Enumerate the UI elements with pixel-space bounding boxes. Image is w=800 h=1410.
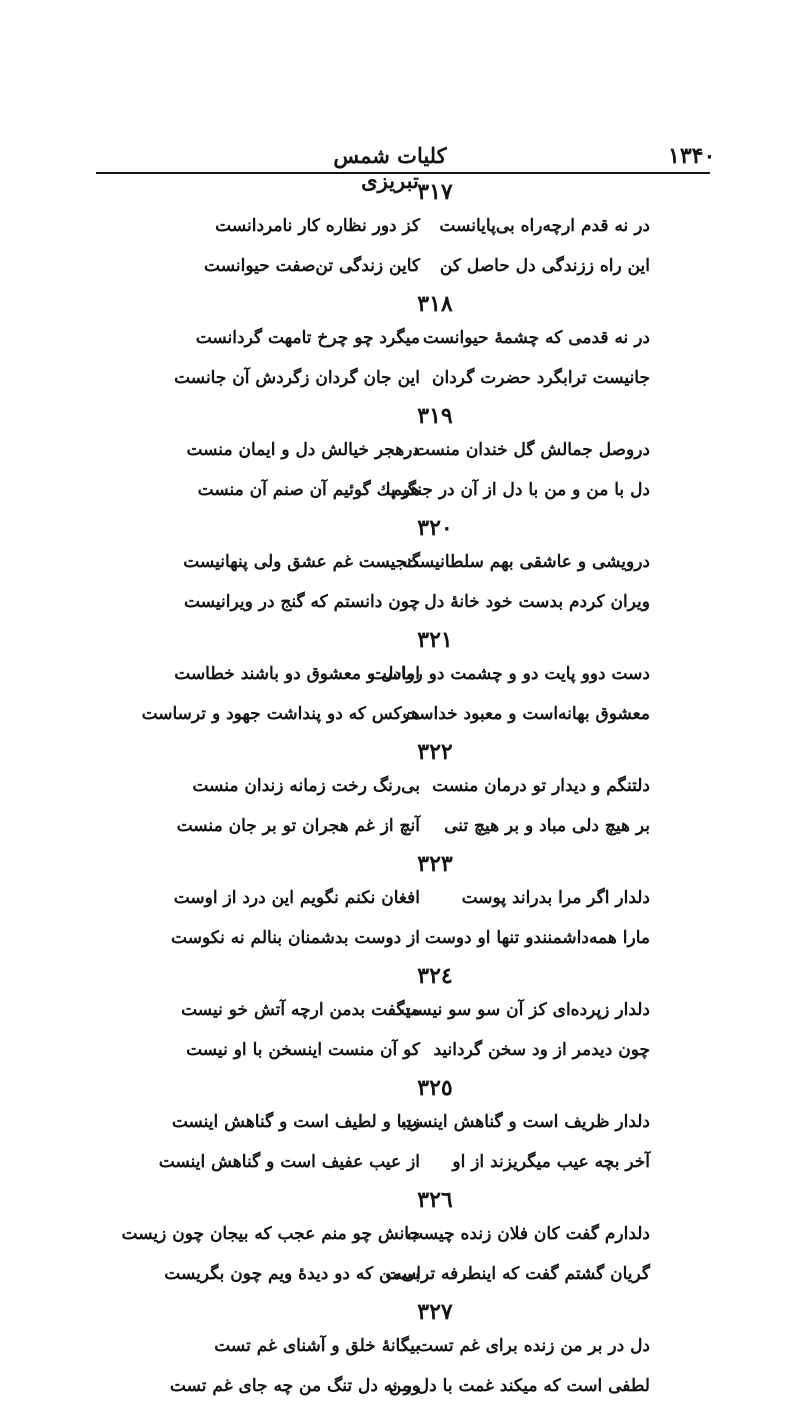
poem-number: ۳۲٦ (417, 1187, 453, 1213)
hemistich-second: جانش چو منم عجب که بیجان چون زیست (121, 1224, 420, 1244)
verse-line (170, 1366, 650, 1406)
hemistich-first: دلدار زپرده‌ای کز آن سو سو نیست (400, 1000, 650, 1020)
hemistich-first: دلدار اگر مرا بدراند پوست (461, 888, 650, 908)
verse-line (170, 766, 650, 806)
hemistich-second: کو آن منست اینسخن با او نیست (186, 1040, 420, 1060)
hemistich-first: مارا همه‌داشمنندو تنها او دوست (424, 928, 650, 948)
verse-line (170, 470, 650, 510)
poem-number: ۳۲۲ (417, 739, 453, 765)
hemistich-first: دلدار ظریف است و گناهش اینست (401, 1112, 650, 1132)
hemistich-first: گریان گشتم گفت که اینطرفه تراست (385, 1264, 650, 1284)
hemistich-second: کز دور نظاره کار نامردانست (215, 216, 420, 236)
hemistich-second: از دوست بدشمنان بنالم نه نکوست (171, 928, 420, 948)
poem-number: ۳۲٥ (417, 1075, 453, 1101)
poem-block (121, 1186, 650, 1298)
hemistich-second: امادل و معشوق دو باشند خطاست (174, 664, 420, 684)
verse-line (170, 1326, 650, 1366)
hemistich-first: این راه ززندگی دل حاصل کن (439, 256, 650, 276)
hemistich-second: این جان گردان زگردش آن جانست (174, 368, 420, 388)
verse-line (170, 318, 650, 358)
verse-line (170, 1102, 650, 1142)
hemistich-second: بی‌من که دو دیده‌ٔ ویم چون بگریست (164, 1264, 420, 1284)
poem-block (170, 402, 650, 514)
verse-line (170, 878, 650, 918)
verse-line (170, 654, 650, 694)
page-number: ۱۳۴۰ (668, 143, 716, 169)
running-title: کلیات شمس تبریزی (333, 143, 447, 193)
verse-line (170, 542, 650, 582)
hemistich-first: دل در بر من زنده برای غم تست (417, 1336, 650, 1356)
poem-number: ۳۱۹ (417, 403, 453, 429)
hemistich-first: درویشی و عاشقی بهم سلطانیست (403, 552, 650, 572)
verse-line (170, 358, 650, 398)
hemistich-second: افغان نکنم نگویم این درد از اوست (173, 888, 420, 908)
poem-number: ۳۱۸ (417, 291, 453, 317)
hemistich-second: میگرد چو چرخ تامهت گردانست (195, 328, 420, 348)
poem-block (170, 738, 650, 850)
hemistich-second: هر یك گوئیم آن صنم آن منست (197, 480, 420, 500)
hemistich-second: هرکس که دو پنداشت جهود و ترساست (141, 704, 420, 724)
poem-number: ۳۲۷ (417, 1299, 453, 1325)
hemistich-second: آنچ از غم هجران تو بر جان منست (176, 816, 420, 836)
hemistich-second: درهجر خیالش دل و ایمان منست (186, 440, 420, 460)
verse-line (141, 694, 650, 734)
verse-line (170, 1030, 650, 1070)
hemistich-second: کاین زندگی تن‌صفت حیوانست (204, 256, 420, 276)
hemistich-first: چون دیدمر از ود سخن گردانید (433, 1040, 650, 1060)
hemistich-first: دلدارم گفت کان فلان زنده چیست (407, 1224, 650, 1244)
hemistich-first: دلتنگم و دیدار تو درمان منست (432, 776, 650, 796)
hemistich-second: ور نه دل تنگ من چه جای غم تست (169, 1376, 420, 1396)
hemistich-first: جانیست ترابگرد حضرت گردان (432, 368, 650, 388)
poem-block (170, 1298, 650, 1410)
poem-number: ۳۲٤ (417, 963, 453, 989)
poem-block (141, 626, 650, 738)
poem-block (170, 290, 650, 402)
hemistich-second: گنجیست غم عشق ولی پنهانیست (183, 552, 420, 572)
hemistich-first: آخر بچه عیب میگریزند از او (452, 1152, 650, 1172)
hemistich-second: زیبا و لطیف است و گناهش اینست (171, 1112, 420, 1132)
verse-line (170, 990, 650, 1030)
verse-line (170, 918, 650, 958)
hemistich-first: بر هیچ دلی مباد و بر هیچ تنی (444, 816, 650, 836)
hemistich-first: در نه قدمی که چشمهٔ حیوانست (422, 328, 650, 348)
poem-block (170, 514, 650, 626)
poem-block (170, 850, 650, 962)
verse-line (158, 1142, 650, 1182)
verse-line (170, 246, 650, 286)
hemistich-first: معشوق بهانه‌است و معبود خداست (402, 704, 650, 724)
hemistich-second: بی‌رنگ رخت زمانه زندان منست (192, 776, 420, 796)
verse-line (170, 806, 650, 846)
verse-line (170, 430, 650, 470)
poem-number: ۳۲۳ (417, 851, 453, 877)
hemistich-first: دروصل جمالش گل خندان منست (413, 440, 650, 460)
poem-block (170, 962, 650, 1074)
verse-line (164, 1254, 650, 1294)
poem-block (158, 1074, 650, 1186)
hemistich-first: ویران کردم بدست خود خانهٔ دل (424, 592, 650, 612)
hemistich-first: دل با من و من با دل از آن در جنگیم (391, 480, 650, 500)
verse-line (170, 206, 650, 246)
hemistich-first: دست دوو پایت دو و چشمت دو رواست (370, 664, 650, 684)
verse-line (170, 582, 650, 622)
verse-line (121, 1214, 650, 1254)
header-rule (96, 172, 710, 174)
poem-number: ۳۱۷ (417, 179, 453, 205)
hemistich-second: از عیب عفیف است و گناهش اینست (158, 1152, 420, 1172)
hemistich-second: بیگانهٔ خلق و آشنای غم تست (214, 1336, 420, 1356)
hemistich-first: لطفی است که میکند غمت با دل من (388, 1376, 650, 1396)
poem-number: ۳۲۱ (417, 627, 453, 653)
hemistich-second: میگفت بدمن ارچه آتش خو نیست (181, 1000, 420, 1020)
hemistich-second: چون دانستم که گنج در ویرانیست (184, 592, 420, 612)
poem-block (170, 178, 650, 290)
poem-list (121, 178, 650, 1410)
hemistich-first: در نه قدم ارچه‌راه بی‌پایانست (439, 216, 650, 236)
poem-number: ۳۲۰ (417, 515, 453, 541)
